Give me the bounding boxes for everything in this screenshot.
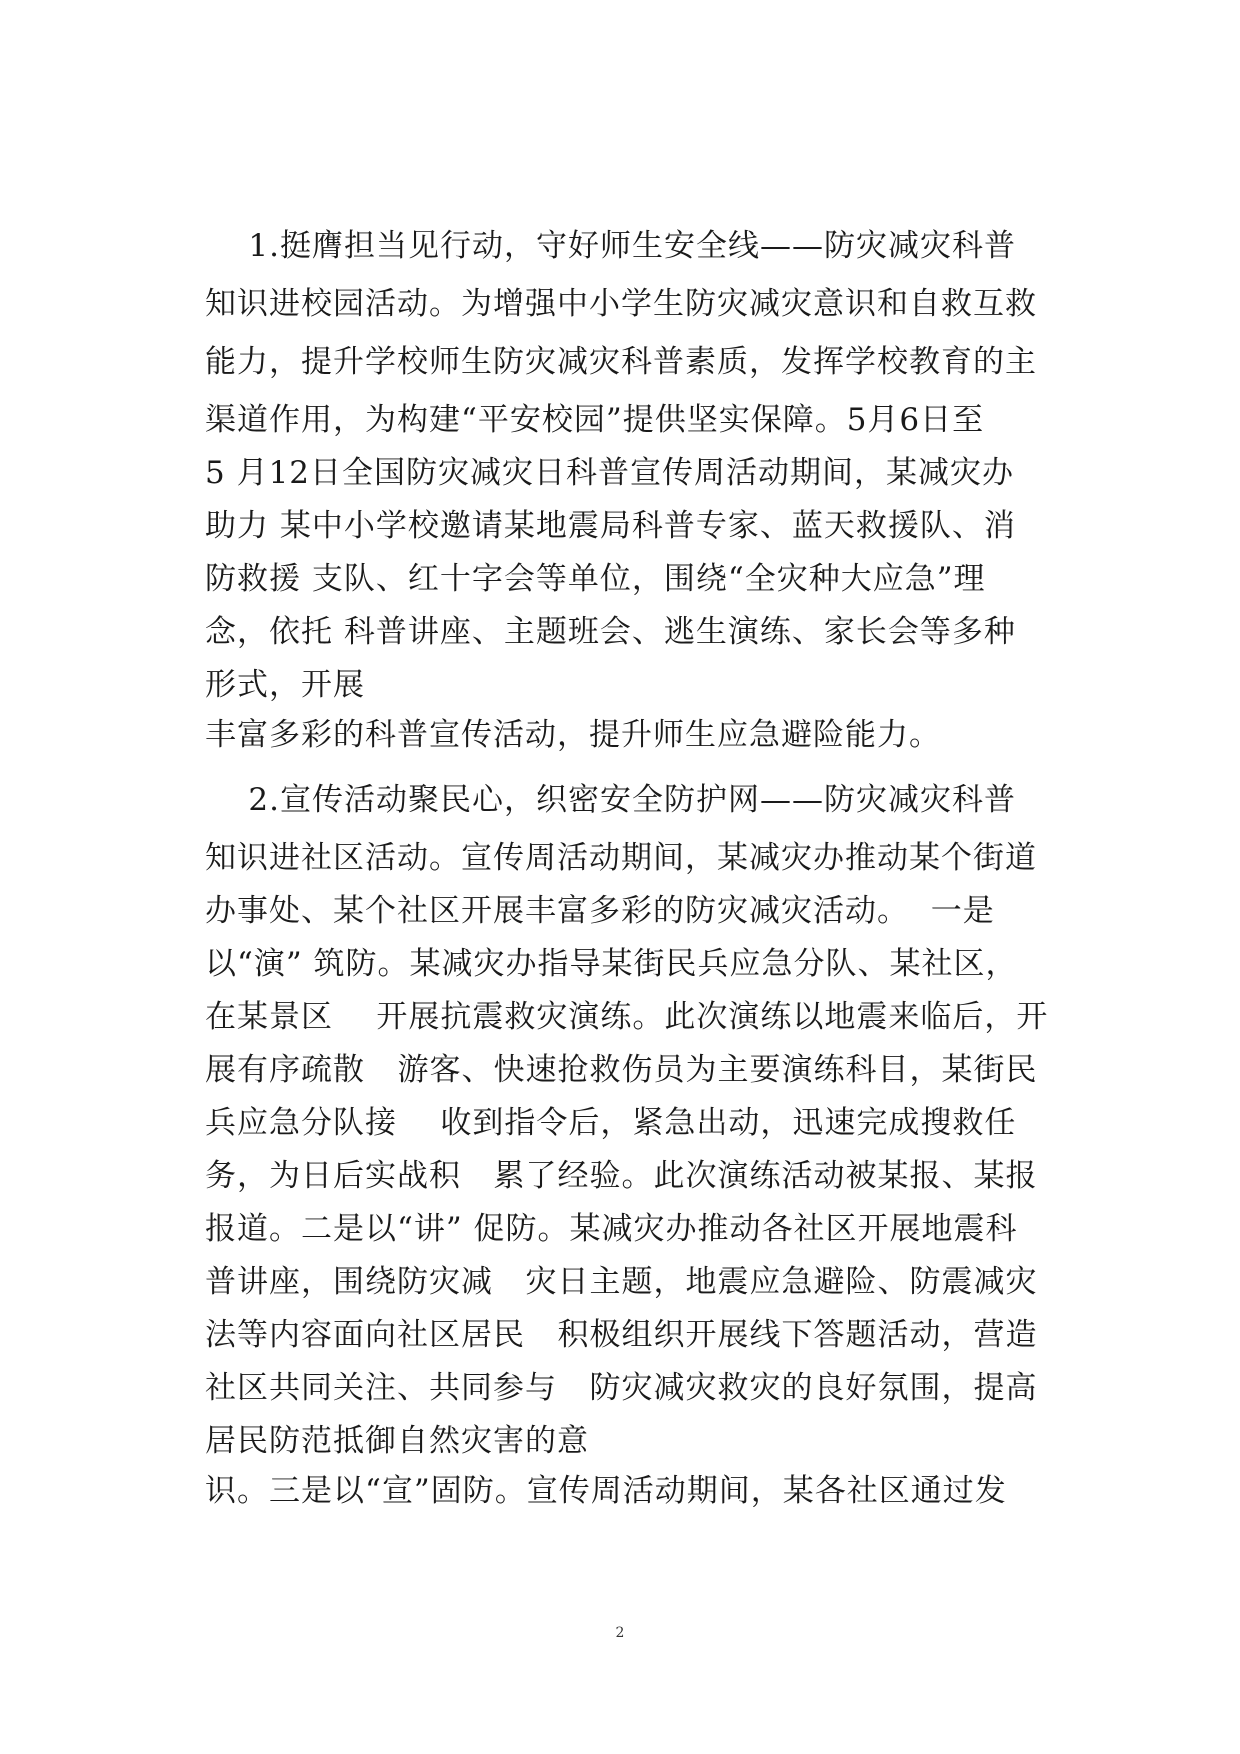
text-line: 防救援 支队、红十字会等单位，围绕“全灾种大应急”理 bbox=[205, 561, 986, 597]
text-line: 1.挺膺担当见行动，守好师生安全线——防灾减灾科普 bbox=[205, 228, 1016, 264]
text-line: 丰富多彩的科普宣传活动，提升师生应急避险能力。 bbox=[205, 717, 941, 753]
text-line: 能力，提升学校师生防灾减灾科普素质，发挥学校教育的主 bbox=[205, 344, 1037, 380]
text-line: 办事处、某个社区开展丰富多彩的防灾减灾活动。 一是 bbox=[205, 893, 995, 929]
text-line: 普讲座，围绕防灾减 灾日主题，地震应急避险、防震减灾 bbox=[205, 1264, 1038, 1300]
text-line: 以“演” 筑防。某减灾办指导某街民兵应急分队、某社区， bbox=[205, 946, 1018, 982]
text-line: 知识进校园活动。为增强中小学生防灾减灾意识和自救互救 bbox=[205, 286, 1037, 322]
text-line: 报道。二是以“讲” 促防。某减灾办推动各社区开展地震科 bbox=[205, 1211, 1018, 1247]
text-line: 形式，开展 bbox=[205, 667, 365, 703]
text-line: 社区共同关注、共同参与 防灾减灾救灾的良好氛围，提高 bbox=[205, 1370, 1038, 1406]
text-line: 兵应急分队接 收到指令后，紧急出动，迅速完成搜救任 bbox=[205, 1105, 1017, 1141]
text-line: 展有序疏散 游客、快速抢救伤员为主要演练科目，某街民 bbox=[205, 1052, 1038, 1088]
text-line: 2.宣传活动聚民心，织密安全防护网——防灾减灾科普 bbox=[205, 782, 1016, 818]
text-line: 渠道作用，为构建“平安校园”提供坚实保障。5月6日至 bbox=[205, 402, 985, 438]
text-line: 知识进社区活动。宣传周活动期间，某减灾办推动某个街道 bbox=[205, 840, 1037, 876]
text-line: 5 月12日全国防灾减灾日科普宣传周活动期间，某减灾办 bbox=[205, 455, 1015, 491]
text-line: 居民防范抵御自然灾害的意 bbox=[205, 1423, 589, 1459]
text-line: 识。三是以“宣”固防。宣传周活动期间，某各社区通过发 bbox=[205, 1473, 1007, 1509]
text-line: 在某景区 开展抗震救灾演练。此次演练以地震来临后，开 bbox=[205, 999, 1049, 1035]
text-line: 念，依托 科普讲座、主题班会、逃生演练、家长会等多种 bbox=[205, 614, 1016, 650]
text-line: 法等内容面向社区居民 积极组织开展线下答题活动，营造 bbox=[205, 1317, 1038, 1353]
text-line: 助力 某中小学校邀请某地震局科普专家、蓝天救援队、消 bbox=[205, 508, 1016, 544]
text-line: 务，为日后实战积 累了经验。此次演练活动被某报、某报 bbox=[205, 1158, 1038, 1194]
page-number: 2 bbox=[615, 1625, 625, 1641]
